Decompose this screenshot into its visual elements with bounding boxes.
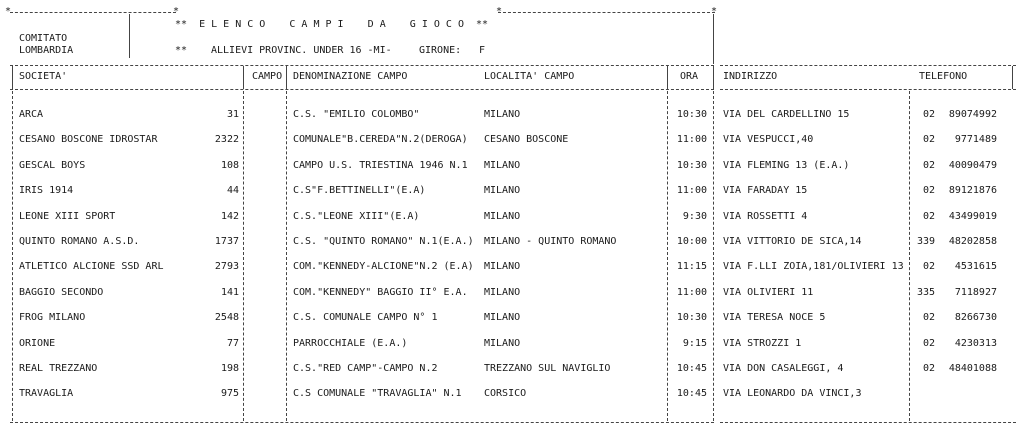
divider (129, 14, 130, 58)
column-header-denominazione: DENOMINAZIONE CAMPO (293, 71, 408, 82)
cell-societa: REAL TREZZANO (19, 363, 98, 374)
cell-indirizzo: VIA FLEMING 13 (E.A.) (723, 159, 850, 171)
divider (667, 91, 668, 421)
corner-mark: * (711, 6, 718, 17)
column-header-campo: CAMPO (252, 71, 283, 82)
document-title: ** E L E N C O C A M P I D A G I O C O ** (175, 19, 489, 30)
cell-denominazione: COM."KENNEDY" BAGGIO II° E.A. (293, 286, 468, 298)
corner-mark: * (173, 6, 180, 17)
cell-societa: ORIONE (19, 337, 56, 349)
cell-numero: 4531615 (954, 261, 997, 273)
cell-denominazione: C.S. "QUINTO ROMANO" N.1(E.A.) (293, 236, 474, 247)
cell-campo: 1737 (214, 236, 239, 247)
cell-localita: CORSICO (484, 388, 527, 400)
cell-localita: MILANO (484, 109, 521, 120)
cell-localita: TREZZANO SUL NAVIGLIO (484, 363, 611, 374)
cell-ora: 11:15 (676, 261, 707, 273)
cell-ora: 11:00 (676, 185, 707, 197)
divider (286, 91, 287, 421)
cell-ora: 9:15 (682, 337, 707, 349)
divider (1012, 66, 1013, 89)
cell-numero: 48202858 (948, 236, 997, 247)
divider (243, 66, 244, 89)
cell-societa: LEONE XIII SPORT (19, 210, 116, 222)
cell-denominazione: PARROCCHIALE (E.A.) (293, 337, 408, 349)
cell-prefisso: 02 (922, 134, 935, 146)
cell-prefisso: 335 (916, 286, 935, 298)
cell-campo: 77 (226, 337, 239, 349)
divider (713, 14, 714, 64)
divider (498, 12, 715, 13)
cell-campo: 31 (226, 109, 239, 120)
divider (713, 66, 714, 89)
cell-numero: 9771489 (954, 134, 997, 146)
category-prefix: ** (175, 45, 188, 56)
cell-numero: 48401088 (948, 363, 997, 374)
cell-denominazione: COMUNALE"B.CEREDA"N.2(DEROGA) (293, 134, 468, 146)
divider (667, 66, 668, 89)
cell-ora: 10:45 (676, 388, 707, 400)
cell-localita: CESANO BOSCONE (484, 134, 569, 146)
cell-societa: BAGGIO SECONDO (19, 286, 104, 298)
cell-indirizzo: VIA STROZZI 1 (723, 337, 802, 349)
cell-localita: MILANO (484, 286, 521, 298)
cell-societa: ATLETICO ALCIONE SSD ARL (19, 261, 164, 273)
cell-prefisso: 02 (922, 185, 935, 197)
cell-numero: 40090479 (948, 159, 997, 171)
cell-societa: GESCAL BOYS (19, 159, 86, 171)
cell-ora: 10:00 (676, 236, 707, 247)
divider (713, 91, 714, 421)
category-name: ALLIEVI PROVINC. UNDER 16 -MI- (211, 45, 392, 56)
cell-campo: 2548 (214, 312, 239, 324)
cell-numero: 43499019 (948, 210, 997, 222)
cell-numero: 8266730 (954, 312, 997, 324)
cell-societa: FROG MILANO (19, 312, 86, 324)
cell-localita: MILANO (484, 312, 521, 324)
cell-denominazione: C.S. COMUNALE CAMPO N° 1 (293, 312, 438, 324)
cell-ora: 10:30 (676, 159, 707, 171)
divider (243, 91, 244, 421)
cell-prefisso: 02 (922, 337, 935, 349)
committee-region: LOMBARDIA (19, 45, 74, 56)
cell-ora: 11:00 (676, 286, 707, 298)
cell-localita: MILANO (484, 210, 521, 222)
cell-localita: MILANO (484, 261, 521, 273)
cell-indirizzo: VIA FARADAY 15 (723, 185, 808, 197)
divider (12, 66, 13, 89)
cell-numero: 4230313 (954, 337, 997, 349)
cell-indirizzo: VIA ROSSETTI 4 (723, 210, 808, 222)
cell-denominazione: C.S. "EMILIO COLOMBO" (293, 109, 420, 120)
cell-numero: 7118927 (954, 286, 997, 298)
group-value: F (479, 45, 486, 56)
cell-localita: MILANO (484, 159, 521, 171)
cell-indirizzo: VIA VITTORIO DE SICA,14 (723, 236, 862, 247)
divider (10, 65, 714, 66)
cell-ora: 11:00 (676, 134, 707, 146)
column-header-indirizzo: INDIRIZZO (723, 71, 778, 82)
cell-ora: 10:45 (676, 363, 707, 374)
cell-societa: QUINTO ROMANO A.S.D. (19, 236, 140, 247)
cell-societa: CESANO BOSCONE IDROSTAR (19, 134, 158, 146)
cell-societa: ARCA (19, 109, 44, 120)
cell-localita: MILANO (484, 185, 521, 197)
cell-indirizzo: VIA OLIVIERI 11 (723, 286, 814, 298)
cell-campo: 975 (220, 388, 239, 400)
cell-ora: 10:30 (676, 312, 707, 324)
column-header-localita: LOCALITA' CAMPO (484, 71, 575, 82)
corner-mark: * (496, 6, 503, 17)
cell-indirizzo: VIA DEL CARDELLINO 15 (723, 109, 850, 120)
cell-denominazione: CAMPO U.S. TRIESTINA 1946 N.1 (293, 159, 468, 171)
divider (10, 89, 714, 90)
cell-campo: 2322 (214, 134, 239, 146)
cell-ora: 10:30 (676, 109, 707, 120)
cell-prefisso: 02 (922, 210, 935, 222)
cell-campo: 198 (220, 363, 239, 374)
cell-campo: 44 (226, 185, 239, 197)
cell-campo: 2793 (214, 261, 239, 273)
cell-indirizzo: VIA DON CASALEGGI, 4 (723, 363, 844, 374)
cell-denominazione: COM."KENNEDY-ALCIONE"N.2 (E.A) (293, 261, 474, 273)
cell-societa: IRIS 1914 (19, 185, 74, 197)
committee-label: COMITATO (19, 33, 68, 44)
cell-prefisso: 02 (922, 363, 935, 374)
divider (12, 91, 13, 421)
cell-campo: 141 (220, 286, 239, 298)
cell-denominazione: C.S"F.BETTINELLI"(E.A) (293, 185, 426, 197)
cell-denominazione: C.S."RED CAMP"-CAMPO N.2 (293, 363, 438, 374)
group-label: GIRONE: (419, 45, 462, 56)
column-header-telefono: TELEFONO (919, 71, 968, 82)
cell-campo: 142 (220, 210, 239, 222)
cell-indirizzo: VIA F.LLI ZOIA,181/OLIVIERI 13 (723, 261, 904, 273)
cell-societa: TRAVAGLIA (19, 388, 74, 400)
divider (10, 422, 714, 423)
cell-numero: 89121876 (948, 185, 997, 197)
cell-indirizzo: VIA VESPUCCI,40 (723, 134, 814, 146)
cell-localita: MILANO - QUINTO ROMANO (484, 236, 617, 247)
divider (286, 66, 287, 89)
cell-indirizzo: VIA LEONARDO DA VINCI,3 (723, 388, 862, 400)
cell-prefisso: 339 (916, 236, 935, 247)
cell-localita: MILANO (484, 337, 521, 349)
cell-prefisso: 02 (922, 312, 935, 324)
cell-prefisso: 02 (922, 109, 935, 120)
cell-ora: 9:30 (682, 210, 707, 222)
divider (720, 89, 1016, 90)
cell-campo: 108 (220, 159, 239, 171)
column-header-ora: ORA (680, 71, 699, 82)
cell-denominazione: C.S COMUNALE "TRAVAGLIA" N.1 (293, 388, 462, 400)
cell-prefisso: 02 (922, 159, 935, 171)
cell-prefisso: 02 (922, 261, 935, 273)
divider (720, 65, 1016, 66)
cell-numero: 89074992 (948, 109, 997, 120)
corner-mark: * (5, 6, 12, 17)
cell-indirizzo: VIA TERESA NOCE 5 (723, 312, 826, 324)
cell-denominazione: C.S."LEONE XIII"(E.A) (293, 210, 420, 222)
divider (10, 12, 176, 13)
divider (720, 422, 1016, 423)
divider (909, 91, 910, 421)
column-header-societa: SOCIETA' (19, 71, 68, 82)
